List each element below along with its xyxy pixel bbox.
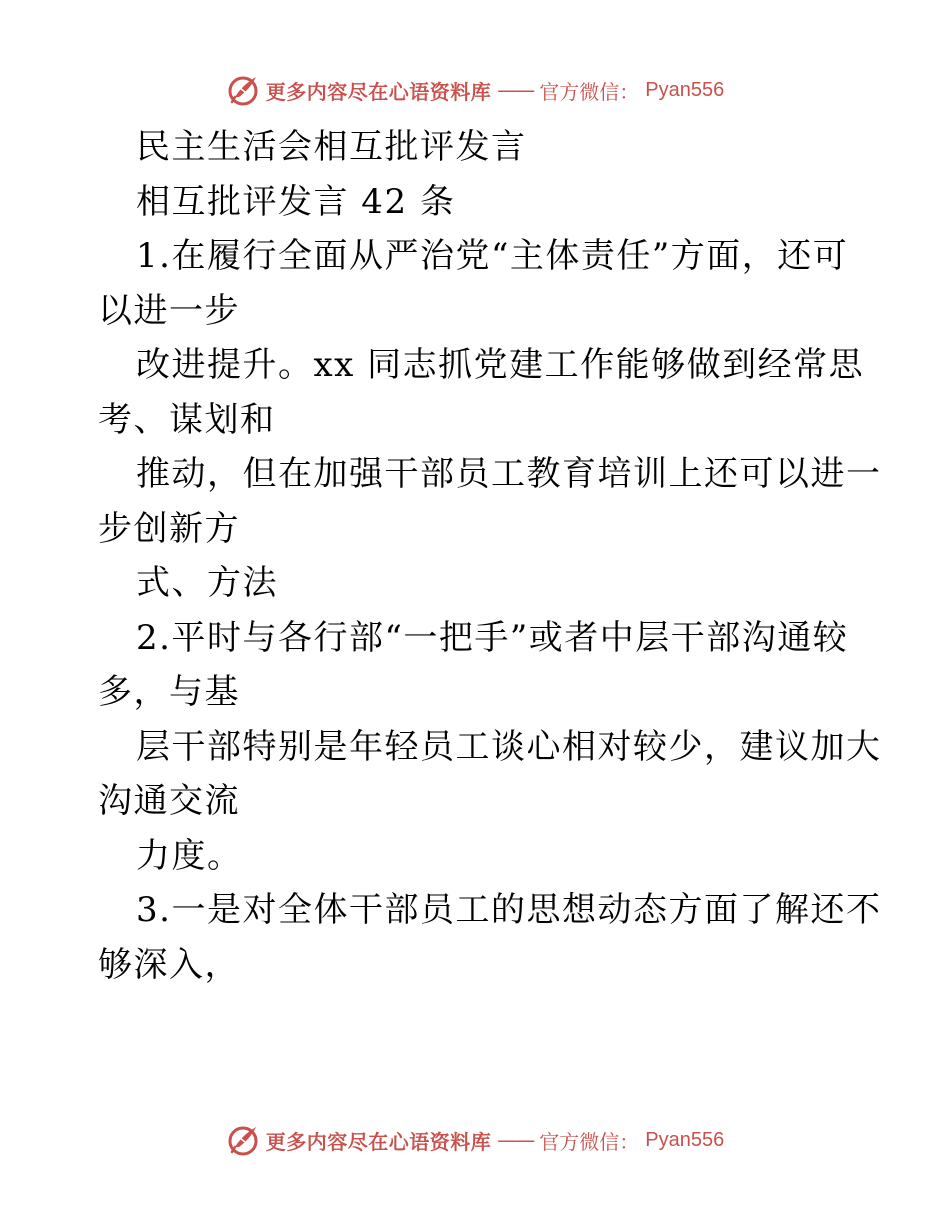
- feather-pen-logo-icon: [226, 73, 260, 107]
- watermark-text: 更多内容尽在心语资料库: [265, 1129, 492, 1154]
- text-line: 1.在履行全面从严治党“主体责任”方面，还可: [136, 236, 849, 276]
- header-watermark-banner: [0, 70, 950, 110]
- text-line: 改进提升。xx 同志抓党建工作能够做到经常思: [136, 345, 865, 385]
- text-line: 式、方法: [136, 563, 278, 603]
- text-line: 2.平时与各行部“一把手”或者中层干部沟通较: [136, 617, 849, 658]
- text-line: 层干部特别是年轻员工谈心相对较少，建议加大: [136, 726, 882, 767]
- watermark-wechat-label: 官方微信：: [539, 1129, 640, 1154]
- text-line: 3.一是对全体干部员工的思想动态方面了解还不: [136, 890, 882, 930]
- text-line: 够深入，: [98, 944, 240, 985]
- text-line: 以进一步: [98, 290, 240, 331]
- watermark-wechat-label: 官方微信：: [539, 79, 640, 104]
- text-line: 推动，但在加强干部员工教育培训上还可以进一: [136, 454, 882, 494]
- text-line: 力度。: [136, 835, 243, 876]
- watermark-wechat-id: Pyan556: [645, 78, 725, 101]
- text-line: 多，与基: [98, 672, 240, 712]
- watermark-dash: ——: [497, 78, 534, 102]
- watermark-dash: ——: [497, 1128, 534, 1152]
- document-body: [98, 120, 882, 992]
- feather-pen-logo-icon: [226, 1123, 260, 1157]
- text-line: 考、谋划和: [98, 399, 276, 440]
- text-line: 沟通交流: [98, 781, 240, 821]
- document-title: 民主生活会相互批评发言: [136, 127, 527, 167]
- footer-watermark-banner: [0, 1120, 950, 1160]
- watermark-wechat-id: Pyan556: [645, 1128, 725, 1151]
- text-line: 步创新方: [98, 508, 240, 549]
- document-subtitle: 相互批评发言 42 条: [136, 181, 456, 222]
- watermark-text: 更多内容尽在心语资料库: [265, 79, 492, 104]
